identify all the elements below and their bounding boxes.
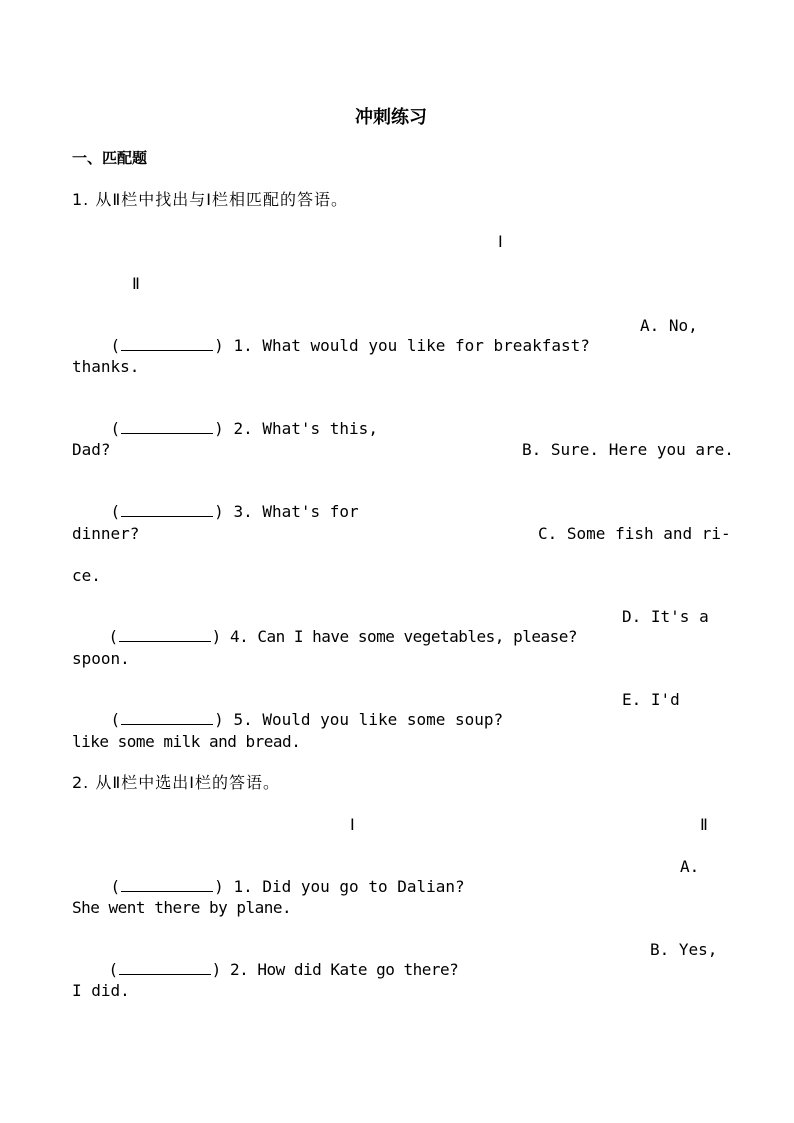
- q2-answer-b-part1: B. Yes,: [650, 940, 718, 959]
- q1-item-3-cont: dinner?: [72, 524, 140, 543]
- q1-item-5: ( ) 5. Would you like some soup?: [110, 710, 504, 729]
- q1-answer-c-part2: ce.: [72, 566, 101, 585]
- answer-blank-q2-2[interactable]: [119, 960, 211, 975]
- q1-item-3: ( ) 3. What's for: [110, 502, 359, 521]
- answer-blank-q1-3[interactable]: [121, 502, 213, 517]
- q2-column-2-header: Ⅱ: [700, 815, 708, 834]
- q2-item-1: ( ) 1. Did you go to Dalian?: [110, 877, 465, 896]
- answer-blank-q1-5[interactable]: [121, 710, 213, 725]
- q1-answer-a-part2: thanks.: [72, 357, 140, 376]
- q2-instruction: 2. 从Ⅱ栏中选出Ⅰ栏的答语。: [72, 773, 280, 792]
- q1-item-1: ( ) 1. What would you like for breakfast?: [110, 336, 590, 355]
- q2-answer-b-part2: I did.: [72, 981, 130, 1000]
- q2-answer-a-part2: She went there by plane.: [72, 898, 292, 917]
- q1-item-2-cont: Dad?: [72, 440, 111, 459]
- q2-answer-a-part1: A.: [680, 857, 700, 876]
- q1-answer-c-part1: C. Some fish and ri-: [538, 524, 731, 543]
- section-heading-matching: 一、匹配题: [72, 149, 148, 167]
- q2-item-2: ( ) 2. How did Kate go there?: [108, 960, 459, 979]
- q1-answer-b: B. Sure. Here you are.: [522, 440, 734, 459]
- q2-column-1-header: Ⅰ: [350, 815, 355, 834]
- q1-answer-d-part2: spoon.: [72, 649, 130, 668]
- q1-instruction: 1. 从Ⅱ栏中找出与Ⅰ栏相匹配的答语。: [72, 190, 348, 209]
- q1-answer-d-part1: D. It's a: [622, 607, 709, 626]
- answer-blank-q1-4[interactable]: [119, 627, 211, 642]
- q1-answer-e-part2: like some milk and bread.: [72, 732, 301, 751]
- q1-answer-a-part1: A. No,: [640, 316, 698, 335]
- q1-answer-e-part1: E. I'd: [622, 690, 680, 709]
- page-title: 冲刺练习: [355, 107, 427, 128]
- q1-column-1-header: Ⅰ: [498, 232, 503, 251]
- q1-item-2: ( ) 2. What's this,: [110, 419, 378, 438]
- q1-column-2-header: Ⅱ: [132, 274, 140, 293]
- answer-blank-q1-2[interactable]: [121, 419, 213, 434]
- answer-blank-q2-1[interactable]: [121, 877, 213, 892]
- answer-blank-q1-1[interactable]: [121, 336, 213, 351]
- q1-item-4: ( ) 4. Can I have some vegetables, please?: [108, 627, 577, 646]
